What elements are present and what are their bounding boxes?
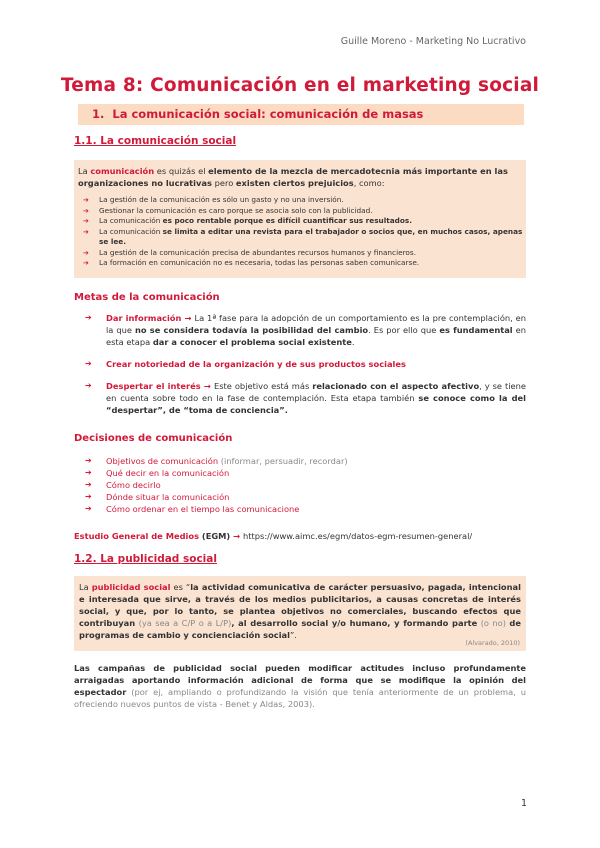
decisiones-list [74, 455, 526, 515]
decisiones-heading: Decisiones de comunicación [74, 433, 233, 444]
list-item [77, 206, 526, 217]
text: pero [211, 178, 236, 188]
decision-label: Qué decir en la comunicación [106, 468, 230, 478]
text: . Es por ello que [368, 325, 440, 335]
list-item [77, 227, 526, 248]
text: Este objetivo está más [213, 381, 313, 391]
text-bold: es fundamental [439, 325, 513, 335]
text: en esta etapa [106, 325, 526, 347]
decision-item [74, 467, 526, 479]
text: . Esta etapa también [324, 393, 419, 403]
text: . [351, 337, 355, 347]
meta-label: Dar información [106, 313, 182, 323]
list-item-text: La gestión de la comunicación precisa de abundantes recursos humanos y financieros. [99, 247, 417, 257]
text-bold: Las campañas de publicidad social pueden modificar actitudes incluso profundamente arraigadas aportando información adicional de forma que se modifique la opinión del espectador [74, 663, 526, 697]
text: , como: [353, 178, 385, 188]
meta-item-dar-informacion [74, 312, 526, 348]
decision-label: Cómo decirlo [106, 480, 161, 490]
list-item-text: La comunicación [99, 226, 163, 236]
term-comunicacion: comunicación [90, 166, 155, 176]
egm-abbr: (EGM) [199, 531, 234, 541]
meta-label: Despertar el interés [106, 381, 201, 391]
text-gray: (por ej, ampliando o profundizando la visión que tenía anteriormente de un problema, u ofreciendo nuevos puntos de vista - Benet y Aldas, 2003). [74, 687, 526, 709]
decision-item [74, 455, 526, 467]
text-bold: no se considera todavía la posibilidad del cambio [134, 325, 369, 335]
text: ”. [290, 630, 297, 640]
subsection-heading-1-1: 1.1. La comunicación social [74, 135, 237, 147]
highlight-box-publicidad [74, 576, 526, 651]
metas-list [74, 312, 526, 416]
decision-label: Dónde situar la comunicación [106, 492, 230, 502]
text: , y se tiene en cuenta sobre todo en la fase de contemplación [106, 381, 526, 403]
text: La 1ª fase para la adopción de un comportamiento es la pre contemplación, en la que [106, 313, 526, 335]
text-bold: se plantea objetivos no comerciales, buscando efectos que contribuyan [79, 606, 521, 628]
publicidad-quote [74, 576, 526, 641]
decision-item [74, 503, 526, 515]
list-item-text-bold: es poco rentable porque es difícil cuantificar sus resultados. [162, 216, 413, 225]
list-item [77, 195, 526, 206]
prejudices-list [74, 195, 526, 269]
egm-line [74, 530, 526, 542]
egm-link[interactable]: https://www.aimc.es/egm/datos-egm-resumen-general/ [242, 531, 473, 541]
decision-label: Cómo ordenar en el tiempo las comunicacione [106, 504, 300, 514]
text-bold: de programas de cambio y concienciación social [79, 618, 521, 640]
text-bold: , al desarrollo social y/o humano, y formando parte [231, 618, 478, 628]
list-item-text: Gestionar la comunicación es caro porque se asocia solo con la publicidad. [99, 205, 373, 215]
list-item [77, 248, 526, 259]
closing-paragraph [74, 662, 526, 710]
metas-section [74, 312, 526, 416]
text: La [78, 166, 91, 176]
list-item [77, 216, 526, 227]
section-heading [92, 107, 423, 121]
text-gray: (o no) [477, 618, 510, 628]
page-title: Tema 8: Comunicación en el marketing social [60, 75, 540, 96]
highlight-box-communication [74, 160, 526, 278]
text-bold: dar a conocer el problema social existente [152, 337, 352, 347]
meta-item-crear-notoriedad [74, 358, 526, 370]
subsection-heading-1-2: 1.2. La publicidad social [74, 553, 217, 565]
text-bold: la actividad comunicativa de carácter persuasivo, pagada, intencional e interesada que sirve, a través de los medios publicitarios, a causas concretas de interés social, y que, por lo tanto, [79, 582, 521, 616]
meta-item-despertar-interes [74, 380, 526, 416]
citation: (Alvarado, 2010) [465, 639, 520, 647]
page-header: Guille Moreno - Marketing No Lucrativo [340, 36, 526, 47]
page-number: 1 [521, 798, 528, 809]
text: La [79, 582, 92, 592]
text: es quizás el [154, 166, 209, 176]
decision-item [74, 491, 526, 503]
section-number: 1. [92, 107, 105, 121]
text-bold: elemento de la mezcla de mercadotecnia más importante en las organizaciones no lucrativas [78, 166, 508, 188]
list-item-text: La formación en comunicación no es necesaria, todas las personas saben comunicarse. [99, 258, 420, 267]
decisiones-section [74, 455, 526, 515]
list-item-text: La gestión de la comunicación es sólo un gasto y no una inversión. [99, 195, 344, 204]
decision-extra: (informar, persuadir, recordar) [218, 456, 348, 466]
metas-heading: Metas de la comunicación [74, 292, 220, 303]
text-bold: relacionado con el aspecto afectivo [312, 381, 480, 391]
text-bold: existen ciertos prejuicios [235, 178, 354, 188]
decision-label: Objetivos de comunicación [106, 456, 219, 466]
egm-label: Estudio General de Medios [74, 531, 200, 541]
list-item-text: La comunicación [99, 216, 163, 225]
section-title: La comunicación social: comunicación de masas [112, 107, 424, 121]
term-publicidad-social: publicidad social [91, 582, 171, 592]
text-gray: (ya sea a C/P o a L/P) [135, 618, 232, 628]
section-heading-band [78, 104, 524, 125]
intro-paragraph [74, 160, 526, 189]
arrow-glyph: → [200, 381, 214, 391]
arrow-glyph: → [181, 313, 195, 323]
text-bold: se conoce como la del “despertar”, de “toma de conciencia”. [106, 393, 526, 415]
list-item [77, 258, 526, 269]
meta-label: Crear notoriedad de la organización y de sus productos sociales [106, 359, 406, 369]
decision-item [74, 479, 526, 491]
list-item-text-bold: se limita a editar una revista para el trabajador o socios que, en muchos casos, apenas se lee. [99, 226, 523, 246]
text: es “ [170, 582, 191, 592]
arrow-glyph: → [233, 531, 243, 541]
